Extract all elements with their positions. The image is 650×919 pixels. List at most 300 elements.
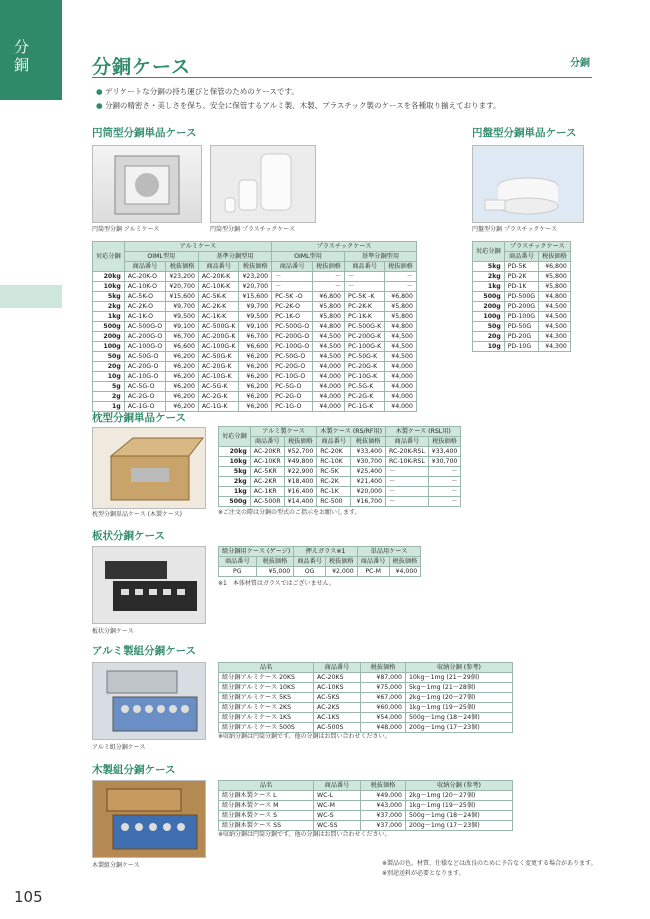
intro-bullets [96, 85, 501, 113]
table-row [473, 322, 571, 332]
plastic-disc-icon [473, 146, 583, 222]
table-cell: ¥75,000 [361, 683, 406, 693]
table-cell: ¥4,000 [385, 402, 417, 412]
table-row [93, 302, 417, 312]
table-cell: ¥6,200 [239, 352, 272, 362]
table-cell: PC-2G-O [272, 392, 313, 402]
th-code: 商品番号 [317, 437, 351, 447]
table-cell: ¥33,400 [428, 447, 461, 457]
table-cell: AC-10KR [250, 457, 284, 467]
table-cell: ¥15,600 [166, 292, 199, 302]
table-row [93, 342, 417, 352]
footer-note-1: ※製品の色、材質、仕様などは改良のために予告なく変更する場合があります。 [382, 860, 597, 867]
photo-cylinder-alu [92, 145, 202, 223]
table-cell: ¥9,700 [239, 302, 272, 312]
table-cell: 10kg～1mg (21～29個) [406, 673, 513, 683]
table-cell: PC-50G-O [272, 352, 313, 362]
table-cell: 1kg [93, 312, 125, 322]
table-cell: 組分銅木製ケース SS [219, 821, 314, 831]
table-cell: ¥20,700 [239, 282, 272, 292]
table-cell: AC-1G-K [198, 402, 239, 412]
table-cell: ¥4,000 [385, 392, 417, 402]
table-cell: AC-5G-K [198, 382, 239, 392]
table-cell: PC-5K -O [272, 292, 313, 302]
table-cell: 20g [473, 332, 505, 342]
table-cell: PC-20G-K [345, 362, 385, 372]
table-cell: 200g [473, 302, 505, 312]
table-cell: ¥30,700 [351, 457, 386, 467]
table-cell: AC-10G-K [198, 372, 239, 382]
table-cell: AC-50G-K [198, 352, 239, 362]
table-cell: － [386, 477, 429, 487]
table-row [473, 272, 571, 282]
table-cell: 100g [473, 312, 505, 322]
table-cell: PC-5G-O [272, 382, 313, 392]
table-cell: 10g [93, 372, 125, 382]
table-cell: ¥16,700 [351, 497, 386, 507]
table-cell: ¥6,200 [166, 402, 199, 412]
table-cell: － [386, 497, 429, 507]
table-cell: AC-1G-O [124, 402, 166, 412]
table-cell: ¥6,800 [313, 292, 345, 302]
table-cell: ¥6,700 [166, 332, 199, 342]
section-title-plate: 板状分銅ケース [92, 530, 165, 542]
table-cell: ¥37,000 [361, 811, 406, 821]
table-cell: PC-1G-K [345, 402, 385, 412]
table-cell: ¥67,000 [361, 693, 406, 703]
table-cell: ¥15,600 [239, 292, 272, 302]
title-rule [92, 77, 592, 78]
table-row [93, 292, 417, 302]
table-cell: － [386, 487, 429, 497]
table-cell: ¥4,500 [539, 322, 571, 332]
table-cell: ¥4,000 [313, 362, 345, 372]
table-cell: PC-2K-K [345, 302, 385, 312]
table-cell: 組分銅木製ケース S [219, 811, 314, 821]
table-cell: ¥5,800 [385, 302, 417, 312]
table-cell: － [428, 487, 461, 497]
table-cell: ¥6,800 [385, 292, 417, 302]
table-cell: 20kg [219, 447, 251, 457]
table-row [219, 467, 461, 477]
table-cell: ¥52,700 [284, 447, 317, 457]
table-cell: 200g～1mg (17～23個) [406, 723, 513, 733]
table-cell: ¥4,500 [385, 332, 417, 342]
table-cell: 10kg [93, 282, 125, 292]
table-cell: ¥23,200 [239, 272, 272, 282]
caption-plate: 板状分銅ケース [92, 628, 134, 635]
table-cell: AC-20KR [250, 447, 284, 457]
category-label: 分銅 [570, 58, 590, 69]
caption-wood-set: 木製組分銅ケース [92, 862, 140, 869]
table-cell: AC-100G-O [124, 342, 166, 352]
table-cell: － [386, 467, 429, 477]
table-cell: － [428, 467, 461, 477]
table-cell: 50g [473, 322, 505, 332]
table-cell: 組分銅木製ケース L [219, 791, 314, 801]
table-cell: 5kg [93, 292, 125, 302]
cell: OG [294, 567, 326, 577]
table-row [219, 487, 461, 497]
table-cell: ¥4,000 [313, 392, 345, 402]
table-cell: PC-50G-K [345, 352, 385, 362]
table-cell: PC-5G-K [345, 382, 385, 392]
table-cell: AC-5KS [314, 693, 361, 703]
table-row [93, 312, 417, 322]
table-cell: － [345, 272, 385, 282]
table-cell: ¥4,000 [385, 362, 417, 372]
cell: PG [219, 567, 257, 577]
th-price: 税抜価格 [256, 557, 294, 567]
note-wood: ※収納分銅は円筒分銅です。他の分銅はお問い合わせください。 [218, 831, 391, 838]
table-cell: ¥9,500 [239, 312, 272, 322]
table-cell: RC-5K [317, 467, 351, 477]
cell: ¥4,000 [389, 567, 421, 577]
table-cell: 2g [93, 392, 125, 402]
plate-case-icon [93, 547, 205, 623]
th-plastic: プラスチックケース [504, 242, 570, 252]
photo-bar-wood [92, 427, 206, 509]
table-cell: － [313, 272, 345, 282]
th-price: 税抜価格 [166, 262, 199, 272]
table-cell: RC-2K [317, 477, 351, 487]
table-cell: 500g [473, 292, 505, 302]
table-cell: ¥4,300 [539, 342, 571, 352]
table-row [93, 282, 417, 292]
table-row [219, 703, 513, 713]
table-cell: ¥6,800 [539, 262, 571, 272]
th-code: 商品番号 [357, 557, 389, 567]
table-cell: － [272, 282, 313, 292]
th-price: 税抜価格 [326, 557, 358, 567]
sidebar-band-light [0, 285, 62, 308]
table-row [93, 352, 417, 362]
table-cell: AC-100G-K [198, 342, 239, 352]
th-code: 商品番号 [250, 437, 284, 447]
table-cell: AC-2KS [314, 703, 361, 713]
section-title-bar: 枕型分銅単品ケース [92, 412, 186, 424]
th-oiml-1: OIML型用 [124, 252, 198, 262]
th-price: 税抜価格 [428, 437, 461, 447]
table-cell: ¥4,800 [313, 322, 345, 332]
table-cell: PD-1K [504, 282, 538, 292]
table-cell: WC-L [314, 791, 361, 801]
table-row [219, 457, 461, 467]
table-cell: ¥60,000 [361, 703, 406, 713]
table-cell: ¥4,300 [539, 332, 571, 342]
table-cell: AC-20G-K [198, 362, 239, 372]
table-cell: － [272, 272, 313, 282]
table-cell: ¥5,800 [385, 312, 417, 322]
note-alu: ※収納分銅は円筒分銅です。他の分銅はお問い合わせください。 [218, 733, 391, 740]
table-row [473, 332, 571, 342]
table-cell: RC-1K [317, 487, 351, 497]
table-cell: AC-2KR [250, 477, 284, 487]
table-cell: 500g～1mg (18～24個) [406, 811, 513, 821]
aluminum-set-case-icon [93, 663, 205, 739]
th-alu: アルミケース [124, 242, 271, 252]
plastic-cylinder-icon [211, 146, 315, 222]
th-cap: 対応分銅 [473, 242, 505, 262]
table-cell: PD-5K [504, 262, 538, 272]
bullet-1: ● デリケートな分銅の持ち運びと保管のためのケースです。 [96, 85, 501, 99]
th-code: 商品番号 [314, 663, 361, 673]
table-cell: 200g [93, 332, 125, 342]
table-cell: AC-2G-O [124, 392, 166, 402]
photo-cylinder-plastic [210, 145, 316, 223]
photo-plate [92, 546, 206, 624]
table-plate [218, 546, 421, 577]
table-cell: ¥6,200 [239, 392, 272, 402]
th-code: 商品番号 [314, 781, 361, 791]
table-cell: ¥6,700 [239, 332, 272, 342]
table-row [93, 332, 417, 342]
th-contents: 収納分銅 (参考) [406, 781, 513, 791]
th-name: 品名 [219, 663, 314, 673]
th-wood1: 木製ケース (RS/RF用) [317, 427, 386, 437]
table-row [93, 392, 417, 402]
table-cell: PC-100G-K [345, 342, 385, 352]
table-cell: 5g [93, 382, 125, 392]
table-cell: 5kg [219, 467, 251, 477]
table-cell: ¥6,200 [239, 382, 272, 392]
table-cell: PD-10G [504, 342, 538, 352]
th-price: 税抜価格 [539, 252, 571, 262]
table-cell: PD-50G [504, 322, 538, 332]
table-cell: PC-20G-O [272, 362, 313, 372]
page-title: 分銅ケース [92, 56, 192, 78]
sidebar-title: 分銅 [14, 38, 30, 74]
table-row [219, 477, 461, 487]
table-alu-set [218, 662, 513, 733]
table-cell: AC-1K-K [198, 312, 239, 322]
table-cell: ¥4,500 [539, 312, 571, 322]
table-cell: 1g [93, 402, 125, 412]
table-cell: AC-200G-K [198, 332, 239, 342]
table-cell: ¥49,000 [361, 791, 406, 801]
table-cell: ¥87,000 [361, 673, 406, 683]
table-row [219, 673, 513, 683]
table-cell: 2kg [93, 302, 125, 312]
table-cell: ¥5,800 [313, 312, 345, 322]
table-cell: RC-500 [317, 497, 351, 507]
th-price: 税抜価格 [313, 262, 345, 272]
th-code: 商品番号 [198, 262, 239, 272]
table-cell: PD-2K [504, 272, 538, 282]
table-cell: ¥20,000 [351, 487, 386, 497]
table-cell: ¥18,400 [284, 477, 317, 487]
table-row [473, 262, 571, 272]
table-cell: ¥30,700 [428, 457, 461, 467]
table-cell: ¥25,400 [351, 467, 386, 477]
table-cell: PD-500G [504, 292, 538, 302]
table-cell: AC-5K-K [198, 292, 239, 302]
table-cell: ¥20,700 [166, 282, 199, 292]
table-cell: ¥6,200 [166, 372, 199, 382]
th-contents: 収納分銅 (参考) [406, 663, 513, 673]
table-cell: AC-500G-O [124, 322, 166, 332]
table-cell: ¥6,200 [166, 362, 199, 372]
th-oiml-2: OIML型用 [272, 252, 345, 262]
table-cell: AC-5KR [250, 467, 284, 477]
table-cell: WC-S [314, 811, 361, 821]
wooden-case-icon [93, 428, 205, 508]
table-cell: PC-200G-K [345, 332, 385, 342]
table-cell: 組分銅木製ケース M [219, 801, 314, 811]
sidebar [0, 0, 62, 919]
table-row [93, 362, 417, 372]
table-cell: AC-20G-O [124, 362, 166, 372]
table-cell: 50g [93, 352, 125, 362]
table-row [219, 811, 513, 821]
th-plastic: プラスチックケース [272, 242, 417, 252]
table-cell: ¥9,500 [166, 312, 199, 322]
th-price: 税抜価格 [361, 781, 406, 791]
table-cell: PC-200G-O [272, 332, 313, 342]
th-g1: 組分銅用ケース (ゲージ) [219, 547, 294, 557]
table-cell: ¥22,900 [284, 467, 317, 477]
table-cell: 5kg [473, 262, 505, 272]
table-row [219, 801, 513, 811]
table-cell: ¥54,000 [361, 713, 406, 723]
table-disc [472, 241, 571, 352]
section-title-cylinder: 円筒型分銅単品ケース [92, 127, 197, 139]
table-cell: AC-2K-K [198, 302, 239, 312]
table-cell: ¥4,500 [385, 352, 417, 362]
th-code: 商品番号 [504, 252, 538, 262]
th-price: 税抜価格 [284, 437, 317, 447]
table-cell: AC-50G-O [124, 352, 166, 362]
table-cell: 5kg～1mg (21～28個) [406, 683, 513, 693]
table-row [473, 292, 571, 302]
table-cell: 組分銅アルミケース 20KS [219, 673, 314, 683]
table-cell: AC-500S [314, 723, 361, 733]
table-cell: PC-500G-O [272, 322, 313, 332]
table-row [219, 683, 513, 693]
table-cell: ¥4,500 [313, 332, 345, 342]
caption-disc: 円盤型分銅 プラスチックケース [472, 226, 558, 233]
section-title-wood: 木製組分銅ケース [92, 764, 176, 776]
table-cell: ¥4,500 [539, 302, 571, 312]
table-cell: ¥9,100 [166, 322, 199, 332]
table-cell: AC-5G-O [124, 382, 166, 392]
table-cell: AC-10K-O [124, 282, 166, 292]
table-cell: ¥4,000 [313, 382, 345, 392]
table-cell: AC-20K-K [198, 272, 239, 282]
note-bar: ※ご注文の際は分銅の型式のご指示をお願いします。 [218, 509, 361, 516]
th-price: 税抜価格 [361, 663, 406, 673]
table-cell: WC-M [314, 801, 361, 811]
table-cell: ¥4,500 [313, 352, 345, 362]
table-cell: AC-200G-O [124, 332, 166, 342]
th-wood2: 木製ケース (RSL用) [386, 427, 461, 437]
table-cell: 500g [219, 497, 251, 507]
table-row [473, 312, 571, 322]
table-cell: RC-10K [317, 457, 351, 467]
table-cell: ¥4,500 [385, 342, 417, 352]
table-cell: ¥48,000 [361, 723, 406, 733]
table-cell: ¥23,200 [166, 272, 199, 282]
table-cell: － [313, 282, 345, 292]
wooden-set-case-icon [93, 781, 205, 857]
table-cell: WC-SS [314, 821, 361, 831]
table-row [219, 791, 513, 801]
table-row [219, 497, 461, 507]
th-code: 商品番号 [272, 262, 313, 272]
table-cell: RC-10K-RSL [386, 457, 429, 467]
table-cell: AC-1K-O [124, 312, 166, 322]
table-cell: － [385, 272, 417, 282]
table-cell: 1kg [473, 282, 505, 292]
table-cell: － [345, 282, 385, 292]
table-row [93, 372, 417, 382]
table-cell: ¥6,600 [239, 342, 272, 352]
table-cell: ¥43,000 [361, 801, 406, 811]
table-cylinder [92, 241, 417, 412]
table-cell: 10kg [219, 457, 251, 467]
section-title-disc: 円盤型分銅単品ケース [472, 127, 577, 139]
table-cell: 組分銅アルミケース 500S [219, 723, 314, 733]
table-cell: ¥5,800 [539, 282, 571, 292]
th-g3: 単品用ケース [357, 547, 421, 557]
table-cell: 組分銅アルミケース 2KS [219, 703, 314, 713]
table-cell: 1kg [219, 487, 251, 497]
table-cell: PC-10G-K [345, 372, 385, 382]
table-cell: AC-20K-O [124, 272, 166, 282]
table-cell: ¥33,400 [351, 447, 386, 457]
table-cell: AC-20KS [314, 673, 361, 683]
table-cell: 2kg～1mg (20～27個) [406, 693, 513, 703]
table-cell: ¥21,400 [351, 477, 386, 487]
caption-bar: 枕型分銅単品ケース (木製ケース) [92, 511, 182, 518]
table-cell: ¥6,600 [166, 342, 199, 352]
table-cell: ¥5,800 [539, 272, 571, 282]
photo-alu-set [92, 662, 206, 740]
table-row [219, 713, 513, 723]
table-cell: AC-5K-O [124, 292, 166, 302]
table-cell: ¥6,200 [166, 352, 199, 362]
table-cell: 2kg [219, 477, 251, 487]
table-cell: 20kg [93, 272, 125, 282]
table-cell: RC-20K-RSL [386, 447, 429, 457]
table-cell: PC-500G-K [345, 322, 385, 332]
th-std-1: 基準分銅型用 [198, 252, 271, 262]
table-cell: AC-500G-K [198, 322, 239, 332]
th-code: 商品番号 [124, 262, 166, 272]
aluminum-case-icon [93, 146, 201, 222]
table-row [93, 322, 417, 332]
table-cell: ¥6,200 [166, 382, 199, 392]
table-cell: 500g～1mg (18～24個) [406, 713, 513, 723]
th-cap: 対応分銅 [219, 427, 251, 447]
table-row [219, 567, 421, 577]
th-g2: 押えガラス※1 [294, 547, 358, 557]
table-cell: AC-10K-K [198, 282, 239, 292]
table-cell: ¥4,000 [313, 402, 345, 412]
table-cell: 10g [473, 342, 505, 352]
table-row [473, 342, 571, 352]
table-cell: ¥4,000 [313, 372, 345, 382]
caption-alu-set: アルミ組分銅ケース [92, 744, 146, 751]
table-cell: ¥49,800 [284, 457, 317, 467]
th-price: 税抜価格 [351, 437, 386, 447]
table-cell: 組分銅アルミケース 5KS [219, 693, 314, 703]
table-row [93, 272, 417, 282]
footer-note-2: ※別途送料が必要となります。 [382, 870, 465, 877]
table-cell: ¥16,400 [284, 487, 317, 497]
cell: ¥2,000 [326, 567, 358, 577]
note-plate: ※1 本体材質はガラスではございません。 [218, 580, 336, 587]
